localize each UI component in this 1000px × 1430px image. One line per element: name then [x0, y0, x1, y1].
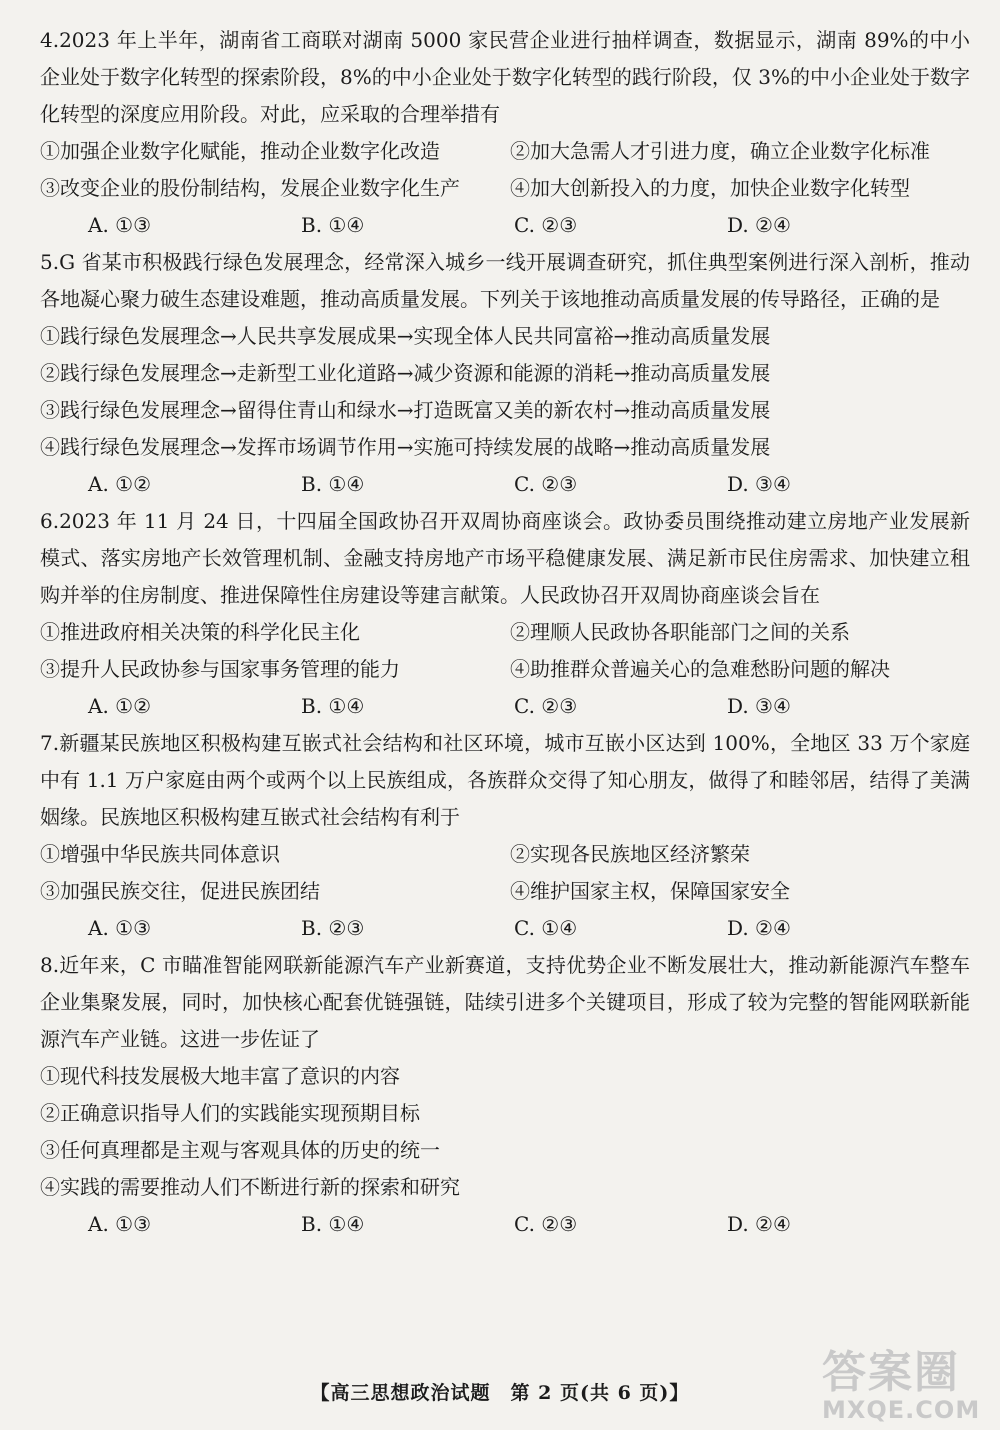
question-8 [40, 947, 970, 1243]
question-6 [40, 503, 970, 725]
options-grid [40, 614, 970, 688]
answer-b: B. ②③ [301, 916, 365, 940]
option-2: ②践行绿色发展理念→走新型工业化道路→减少资源和能源的消耗→推动高质量发展 [40, 361, 771, 385]
answer-choices [40, 910, 970, 947]
exam-page [40, 22, 970, 1243]
option-2: ②加大急需人才引进力度，确立企业数字化标准 [510, 139, 930, 163]
answer-b: B. ①④ [301, 472, 365, 496]
question-stem: 4.2023 年上半年，湖南省工商联对湖南 5000 家民营企业进行抽样调查，数据显示，湖南 89%的中小企业处于数字化转型的探索阶段，8%的中小企业处于数字化转型的践行阶段，仅 3%的中小企业处于数字化转型的深度应用阶段。对此，应采取的合理举措有 [40, 28, 970, 126]
answer-b: B. ①④ [301, 1212, 365, 1236]
option-4: ④助推群众普遍关心的急难愁盼问题的解决 [510, 657, 890, 681]
answer-d: D. ②④ [727, 213, 791, 237]
options-grid [40, 133, 970, 207]
option-1: ①推进政府相关决策的科学化民主化 [40, 620, 360, 644]
option-3: ③加强民族交往，促进民族团结 [40, 879, 320, 903]
option-1: ①现代科技发展极大地丰富了意识的内容 [40, 1064, 400, 1088]
answer-a: A. ①② [88, 472, 152, 496]
watermark-logo-text: 答案圈 [822, 1347, 960, 1398]
option-4: ④践行绿色发展理念→发挥市场调节作用→实施可持续发展的战略→推动高质量发展 [40, 435, 771, 459]
answer-d: D. ②④ [727, 1212, 791, 1236]
answer-c: C. ①④ [514, 916, 578, 940]
option-3: ③任何真理都是主观与客观具体的历史的统一 [40, 1138, 440, 1162]
answer-d: D. ③④ [727, 694, 791, 718]
answer-choices [40, 688, 970, 725]
answer-choices [40, 207, 970, 244]
answer-a: A. ①③ [88, 916, 152, 940]
option-2: ②正确意识指导人们的实践能实现预期目标 [40, 1101, 420, 1125]
question-stem: 6.2023 年 11 月 24 日，十四届全国政协召开双周协商座谈会。政协委员围绕推动建立房地产业发展新模式、落实房地产长效管理机制、金融支持房地产市场平稳健康发展、满足新市民住房需求、加快建立租购并举的住房制度、推进保障性住房建设等建言献策。人民政协召开双周协商座谈会旨在 [40, 509, 970, 607]
answer-d: D. ③④ [727, 472, 791, 496]
answer-a: A. ①③ [88, 1212, 152, 1236]
option-1: ①增强中华民族共同体意识 [40, 842, 280, 866]
answer-b: B. ①④ [301, 694, 365, 718]
answer-c: C. ②③ [514, 1212, 578, 1236]
answer-c: C. ②③ [514, 472, 578, 496]
site-watermark [822, 1336, 982, 1424]
option-3: ③提升人民政协参与国家事务管理的能力 [40, 657, 400, 681]
question-stem: 8.近年来，C 市瞄准智能网联新能源汽车产业新赛道，支持优势企业不断发展壮大，推动新能源汽车整车企业集聚发展，同时，加快核心配套优链强链，陆续引进多个关键项目，形成了较为完整的智能网联新能源汽车产业链。这进一步佐证了 [40, 953, 970, 1051]
option-4: ④维护国家主权，保障国家安全 [510, 879, 790, 903]
answer-b: B. ①④ [301, 213, 365, 237]
option-3: ③改变企业的股份制结构，发展企业数字化生产 [40, 176, 460, 200]
option-2: ②理顺人民政协各职能部门之间的关系 [510, 620, 850, 644]
watermark-domain: MXQE.COM [822, 1396, 981, 1424]
answer-a: A. ①③ [88, 213, 152, 237]
option-4: ④加大创新投入的力度，加快企业数字化转型 [510, 176, 910, 200]
answer-c: C. ②③ [514, 213, 578, 237]
question-4 [40, 22, 970, 244]
question-5 [40, 244, 970, 503]
option-1: ①加强企业数字化赋能，推动企业数字化改造 [40, 139, 440, 163]
question-stem: 7.新疆某民族地区积极构建互嵌式社会结构和社区环境，城市互嵌小区达到 100%，全地区 33 万个家庭中有 1.1 万户家庭由两个或两个以上民族组成，各族群众交得了知心朋友，做得了和睦邻居，结得了美满姻缘。民族地区积极构建互嵌式社会结构有利于 [40, 731, 970, 829]
option-1: ①践行绿色发展理念→人民共享发展成果→实现全体人民共同富裕→推动高质量发展 [40, 324, 771, 348]
question-stem: 5.G 省某市积极践行绿色发展理念，经常深入城乡一线开展调查研究，抓住典型案例进行深入剖析，推动各地凝心聚力破生态建设难题，推动高质量发展。下列关于该地推动高质量发展的传导路径，正确的是 [40, 250, 970, 311]
option-3: ③践行绿色发展理念→留得住青山和绿水→打造既富又美的新农村→推动高质量发展 [40, 398, 771, 422]
answer-d: D. ②④ [727, 916, 791, 940]
question-7 [40, 725, 970, 947]
answer-c: C. ②③ [514, 694, 578, 718]
answer-choices [40, 466, 970, 503]
answer-choices [40, 1206, 970, 1243]
options-grid [40, 836, 970, 910]
option-4: ④实践的需要推动人们不断进行新的探索和研究 [40, 1175, 460, 1199]
answer-a: A. ①② [88, 694, 152, 718]
option-2: ②实现各民族地区经济繁荣 [510, 842, 750, 866]
page-footer: 【高三思想政治试题 第 2 页(共 6 页)】 [310, 1382, 690, 1404]
